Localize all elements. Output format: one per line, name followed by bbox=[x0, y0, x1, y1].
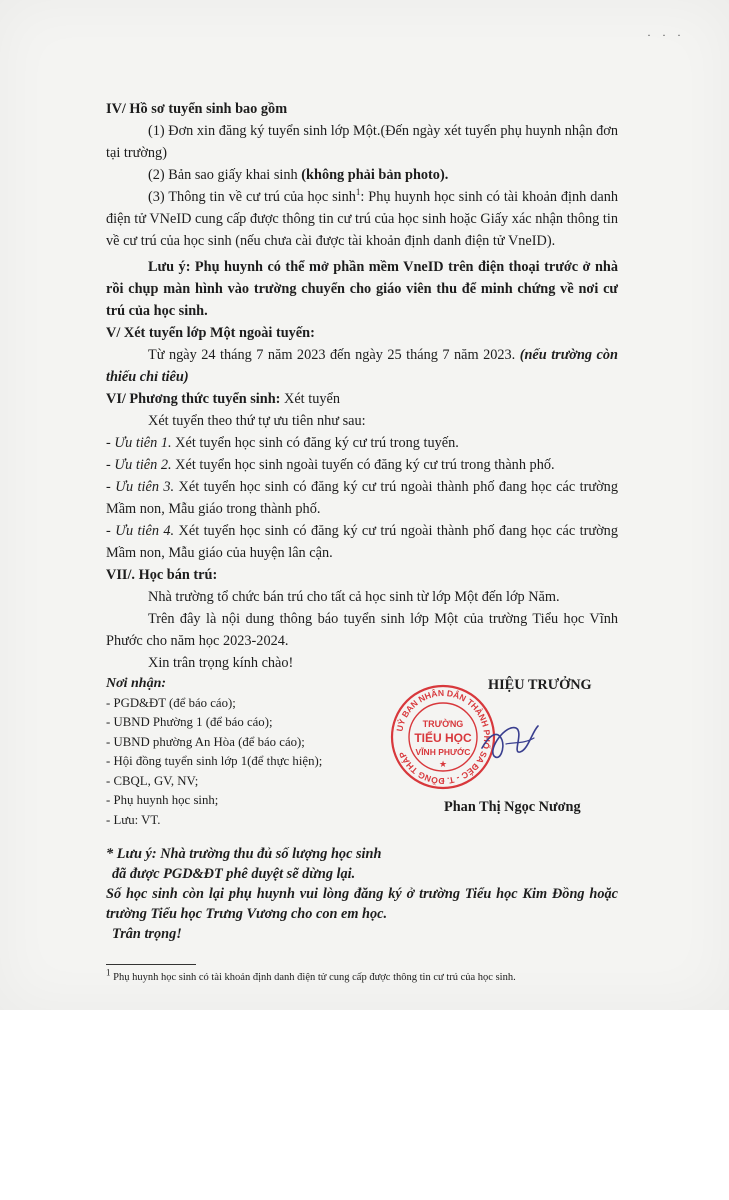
final-note-line-3: Số học sinh còn lại phụ huynh vui lòng đăng ký ở trường Tiểu học Kim Đồng hoặc trường Tiểu học Trưng Vương cho con em học. bbox=[106, 886, 618, 922]
section-4-item-1: (1) Đơn xin đăng ký tuyển sinh lớp Một.(Đến ngày xét tuyển phụ huynh nhận đơn tại trường) bbox=[106, 123, 618, 161]
recipient-item: - Hội đồng tuyển sinh lớp 1(để thực hiện); bbox=[106, 754, 323, 768]
section-5-condition: (nếu trường còn thiếu chỉ tiêu) bbox=[106, 347, 618, 385]
signer-title: HIỆU TRƯỞNG bbox=[488, 677, 592, 693]
footnote-ref: 1 bbox=[355, 187, 361, 198]
priority-4: - Ưu tiên 4. Xét tuyển học sinh có đăng ký cư trú ngoài thành phố đang học các trường Mầm non, Mẫu giáo của huyện lân cận. bbox=[106, 523, 618, 561]
recipient-item: - UBND phường An Hòa (để báo cáo); bbox=[106, 734, 305, 749]
section-7-text-1: Nhà trường tổ chức bán trú cho tất cả học sinh từ lớp Một đến lớp Năm. bbox=[148, 589, 560, 605]
section-7-heading: VII/. Học bán trú: bbox=[106, 567, 218, 583]
priority-2: - Ưu tiên 2. Xét tuyển học sinh ngoài tuyến có đăng ký cư trú trong thành phố. bbox=[106, 457, 555, 473]
stamp-ring-text: UỶ BAN NHÂN DÂN THÀNH PHỐ SA ĐÉC - T. ĐỒNG THÁP bbox=[394, 687, 493, 787]
item-2-text: (2) Bản sao giấy khai sinh bbox=[148, 167, 302, 183]
final-note-line-4: Trân trọng! bbox=[112, 926, 182, 942]
final-note-line-2: đã được PGD&ĐT phê duyệt sẽ dừng lại. bbox=[112, 866, 356, 882]
footnote-text: Phụ huynh học sinh có tài khoản định danh điện tử cung cấp được thông tin cư trú của học sinh. bbox=[110, 972, 516, 983]
recipients-label: Nơi nhận: bbox=[106, 676, 167, 691]
footnote-divider bbox=[106, 964, 196, 965]
priority-3-text: Xét tuyển học sinh có đăng ký cư trú ngoài thành phố đang học các trường Mầm non, Mẫu giáo trong thành phố. bbox=[106, 479, 618, 517]
priority-1-text: Xét tuyển học sinh có đăng ký cư trú trong tuyến. bbox=[171, 435, 459, 451]
section-4-note: Lưu ý: Phụ huynh có thể mở phần mềm VneID trên điện thoại trước ở nhà rồi chụp màn hình vào trường chuyển cho giáo viên thu để minh chứng về nơi cư trú của học sinh. bbox=[106, 259, 618, 319]
section-6-title: VI/ Phương thức tuyển sinh: bbox=[106, 391, 281, 407]
priority-2-label: Ưu tiên 2. bbox=[114, 457, 172, 473]
priority-3: - Ưu tiên 3. Xét tuyển học sinh có đăng ký cư trú ngoài thành phố đang học các trường Mầm non, Mẫu giáo trong thành phố. bbox=[106, 479, 618, 517]
recipient-item: - PGD&ĐT (để báo cáo); bbox=[106, 695, 236, 710]
recipient-item: - Lưu: VT. bbox=[106, 812, 161, 827]
signature-area bbox=[388, 674, 628, 834]
priority-1-label: Ưu tiên 1. bbox=[114, 435, 172, 451]
recipient-item: - CBQL, GV, NV; bbox=[106, 773, 199, 788]
signature-block bbox=[106, 674, 618, 834]
item-2-emphasis: (không phải bản photo). bbox=[301, 167, 449, 183]
handwritten-signature-icon bbox=[476, 704, 546, 774]
closing-greeting: Xin trân trọng kính chào! bbox=[148, 655, 294, 671]
section-6-method: Xét tuyển bbox=[280, 391, 340, 407]
recipient-item: - Phụ huynh học sinh; bbox=[106, 793, 219, 807]
scan-marks: · · · bbox=[647, 28, 685, 42]
item-3-rest: : Phụ huynh học sinh có tài khoản định danh điện tử VNeID cung cấp được thông tin cư trú của học sinh hoặc Giấy xác nhận thông tin về cư trú của học sinh (nếu chưa cài được tài khoản định danh điện tử VneID). bbox=[106, 189, 618, 249]
section-6-intro: Xét tuyển theo thứ tự ưu tiên như sau: bbox=[148, 413, 366, 429]
document-body bbox=[106, 98, 618, 985]
priority-4-label: Ưu tiên 4. bbox=[115, 523, 175, 539]
stamp-line-1: TRƯỜNG bbox=[422, 719, 464, 729]
svg-text:★: ★ bbox=[438, 759, 448, 769]
section-4-item-3 bbox=[106, 186, 618, 252]
priority-2-text: Xét tuyển học sinh ngoài tuyến có đăng ký cư trú trong thành phố. bbox=[171, 457, 555, 473]
section-7-text-2: Trên đây là nội dung thông báo tuyển sinh lớp Một của trường Tiểu học Vĩnh Phước cho năm học 2023-2024. bbox=[106, 611, 618, 649]
priority-4-text: Xét tuyển học sinh có đăng ký cư trú ngoài thành phố đang học các trường Mầm non, Mẫu giáo của huyện lân cận. bbox=[106, 523, 618, 561]
stamp-line-2: TIỂU HỌC bbox=[414, 731, 472, 745]
priority-3-label: Ưu tiên 3. bbox=[115, 479, 175, 495]
section-4-heading: IV/ Hồ sơ tuyển sinh bao gồm bbox=[106, 101, 288, 117]
section-5-dates: Từ ngày 24 tháng 7 năm 2023 đến ngày 25 tháng 7 năm 2023. bbox=[148, 347, 520, 363]
footnote bbox=[106, 967, 618, 985]
section-5-text bbox=[106, 344, 618, 388]
item-3-text: (3) Thông tin về cư trú của học sinh bbox=[148, 189, 356, 205]
recipients-list bbox=[106, 674, 406, 830]
recipient-item: - UBND Phường 1 (để báo cáo); bbox=[106, 715, 273, 729]
final-note-line-1: * Lưu ý: Nhà trường thu đủ số lượng học sinh bbox=[106, 846, 382, 862]
priority-1: - Ưu tiên 1. Xét tuyển học sinh có đăng ký cư trú trong tuyến. bbox=[106, 435, 459, 451]
section-6-heading bbox=[106, 388, 618, 410]
footnote-number: 1 bbox=[106, 967, 111, 978]
final-note bbox=[106, 844, 618, 944]
signer-name: Phan Thị Ngọc Nương bbox=[444, 799, 581, 815]
section-5-heading: V/ Xét tuyển lớp Một ngoài tuyến: bbox=[106, 325, 315, 341]
section-4-item-2 bbox=[106, 164, 618, 186]
stamp-line-3: VĨNH PHƯỚC bbox=[415, 747, 471, 757]
